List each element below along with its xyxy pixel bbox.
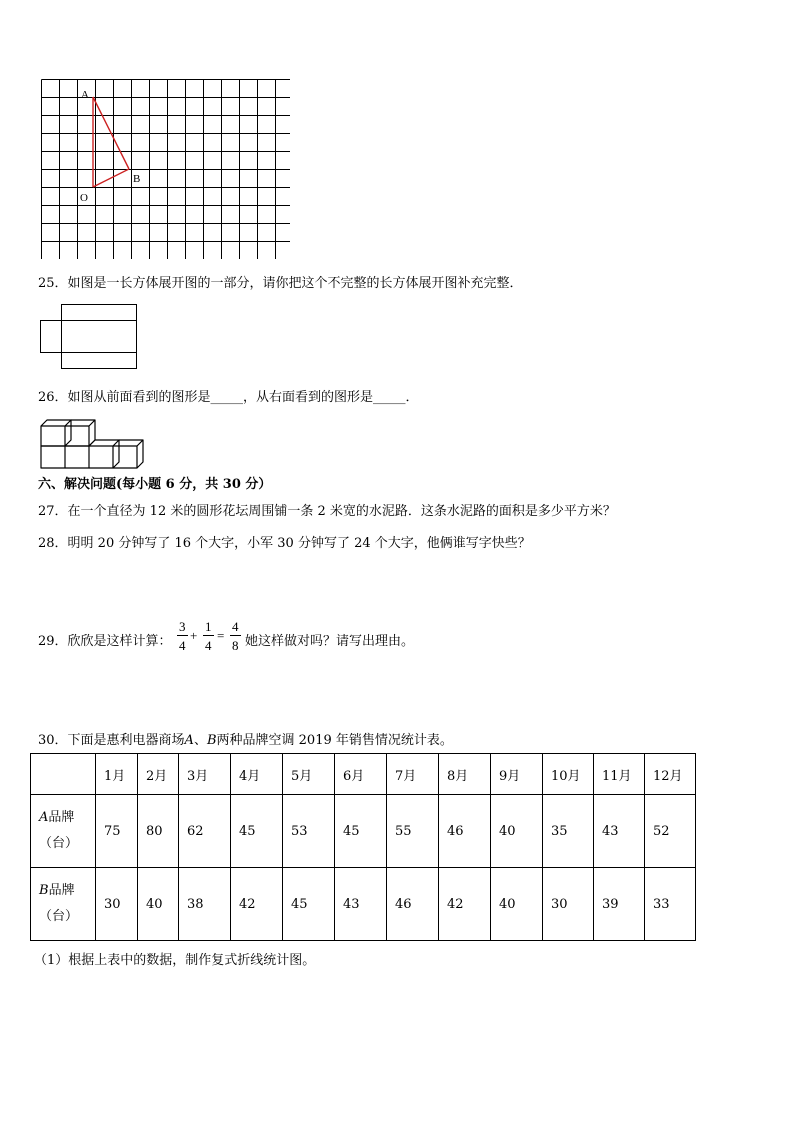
month-header: 2月 xyxy=(138,754,179,795)
net-face-top xyxy=(62,305,137,321)
brand-a-letter: A xyxy=(184,733,194,748)
row-b-label: 品牌 xyxy=(48,883,75,898)
row-b-letter: B xyxy=(39,883,49,898)
grid-lines xyxy=(42,80,291,260)
fraction-2-denominator: 4 xyxy=(205,638,212,653)
table-cell: 38 xyxy=(179,868,231,941)
row-header-brand-a xyxy=(31,795,96,868)
month-header: 3月 xyxy=(179,754,231,795)
fraction-2-numerator: 1 xyxy=(205,619,212,634)
table-cell: 62 xyxy=(179,795,231,868)
fraction-3-numerator: 4 xyxy=(232,619,239,634)
separator: 、 xyxy=(193,733,207,748)
question-25: 25．如图是一长方体展开图的一部分，请你把这个不完整的长方体展开图补充完整． xyxy=(38,276,523,291)
table-cell: 30 xyxy=(96,868,138,941)
table-cell: 45 xyxy=(335,795,387,868)
net-face-bottom xyxy=(62,353,137,369)
row-a-letter: A xyxy=(39,810,49,825)
row-a-unit: （台） xyxy=(39,836,79,851)
table-cell: 46 xyxy=(387,868,439,941)
equals-sign: = xyxy=(217,628,225,643)
question-26: 26．如图从前面看到的图形是_____，从右面看到的图形是_____． xyxy=(38,390,419,405)
table-header-row xyxy=(31,754,696,795)
table-cell: 46 xyxy=(439,795,491,868)
table-cell: 42 xyxy=(231,868,283,941)
table-cell: 43 xyxy=(594,795,645,868)
section-title-6: 六、解决问题(每小题 6 分，共 30 分） xyxy=(38,477,272,492)
table-cell: 40 xyxy=(491,868,543,941)
month-header: 9月 xyxy=(491,754,543,795)
question-27: 27．在一个直径为 12 米的圆形花坛周围铺一条 2 米宽的水泥路．这条水泥路的面积是多少平方米？ xyxy=(38,504,616,519)
net-face-front xyxy=(62,321,137,353)
table-cell: 45 xyxy=(283,868,335,941)
net-face-left xyxy=(41,321,62,353)
month-header: 5月 xyxy=(283,754,335,795)
point-label-o: O xyxy=(80,192,88,204)
row-header-brand-b xyxy=(31,868,96,941)
brand-b-letter: B xyxy=(206,733,217,748)
month-header: 4月 xyxy=(231,754,283,795)
question-30-sub-1: （1）根据上表中的数据，制作复式折线统计图。 xyxy=(34,953,316,968)
table-cell: 30 xyxy=(543,868,594,941)
table-cell: 52 xyxy=(645,795,696,868)
cube-lower-1 xyxy=(41,446,65,468)
question-30-number: 30．下面是惠利电器商场 xyxy=(38,733,185,748)
fraction-3-denominator: 8 xyxy=(232,638,239,653)
question-29-suffix: 她这样做对吗？请写出理由。 xyxy=(245,634,415,649)
table-cell: 45 xyxy=(231,795,283,868)
table-cell: 35 xyxy=(543,795,594,868)
table-cell: 80 xyxy=(138,795,179,868)
cube-upper-1 xyxy=(41,420,71,446)
fraction-1-numerator: 3 xyxy=(179,619,186,634)
table-corner-cell xyxy=(31,754,96,795)
fraction-expression xyxy=(176,616,252,656)
table-cell: 40 xyxy=(138,868,179,941)
table-cell: 40 xyxy=(491,795,543,868)
plus-sign: + xyxy=(190,628,198,643)
grid-figure xyxy=(38,79,290,259)
point-label-b: B xyxy=(133,173,141,185)
month-header: 6月 xyxy=(335,754,387,795)
month-header: 12月 xyxy=(645,754,696,795)
table-cell: 42 xyxy=(439,868,491,941)
sales-table xyxy=(30,753,696,941)
table-row-brand-b xyxy=(31,868,696,941)
row-a-label: 品牌 xyxy=(48,810,75,825)
month-header: 11月 xyxy=(594,754,645,795)
table-cell: 75 xyxy=(96,795,138,868)
table-cell: 53 xyxy=(283,795,335,868)
point-label-a: A xyxy=(81,89,89,101)
month-header: 7月 xyxy=(387,754,439,795)
question-30-rest: 两种品牌空调 2019 年销售情况统计表。 xyxy=(216,733,453,748)
cube-lower-3 xyxy=(89,440,119,468)
cube-stack-figure xyxy=(38,412,150,472)
question-28: 28．明明 20 分钟写了 16 个大字，小军 30 分钟写了 24 个大字，他俩谁写字快些？ xyxy=(38,536,531,551)
segment-ob xyxy=(93,169,129,187)
month-header: 10月 xyxy=(543,754,594,795)
cuboid-net-figure xyxy=(40,304,140,370)
triangle xyxy=(93,97,129,187)
cube-lower-2 xyxy=(65,446,89,468)
table-cell: 33 xyxy=(645,868,696,941)
question-30-intro xyxy=(38,729,453,748)
table-cell: 43 xyxy=(335,868,387,941)
table-cell: 55 xyxy=(387,795,439,868)
table-cell: 39 xyxy=(594,868,645,941)
month-header: 1月 xyxy=(96,754,138,795)
question-29-prefix: 29．欣欣是这样计算： xyxy=(38,634,172,649)
table-row-brand-a xyxy=(31,795,696,868)
row-b-unit: （台） xyxy=(39,909,79,924)
fraction-1-denominator: 4 xyxy=(179,638,186,653)
month-header: 8月 xyxy=(439,754,491,795)
